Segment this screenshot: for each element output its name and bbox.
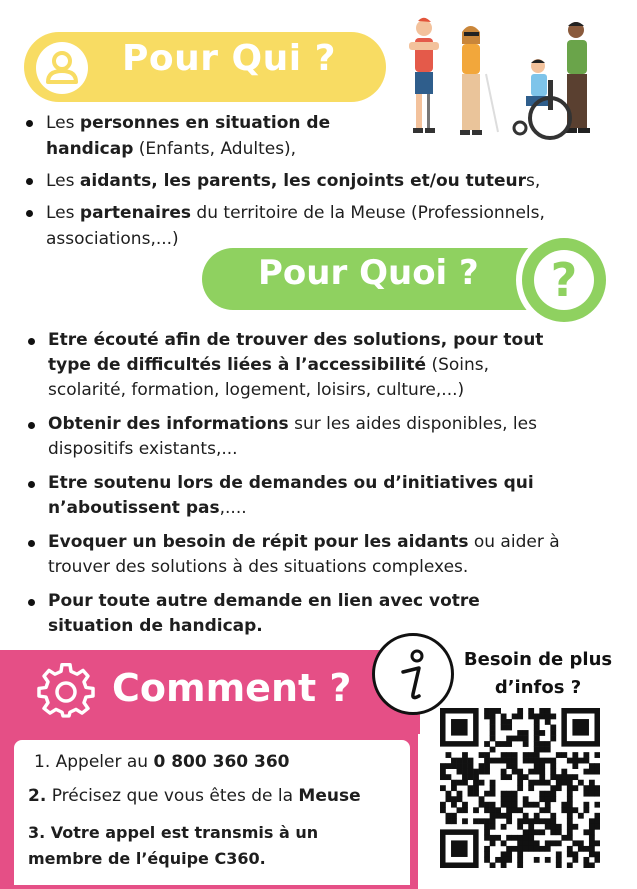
step-text: Précisez que vous êtes de la	[46, 786, 299, 806]
pour-quoi-title: Pour Quoi ?	[258, 253, 479, 293]
list-item-bold: Etre soutenu lors de demandes ou d’initiatives qui n’aboutissent pas	[48, 473, 534, 518]
list-item-bold: Etre écouté afin de trouver des solutions, pour tout type de difficultés liées à l’accessibilité	[48, 330, 544, 375]
list-item	[24, 168, 584, 194]
gear-icon	[36, 662, 96, 722]
list-item	[24, 200, 601, 252]
list-item-bold: Obtenir des informations	[48, 414, 289, 434]
list-item-bold: Evoquer un besoin de répit pour les aidants	[48, 532, 469, 552]
pour-qui-banner	[24, 32, 386, 102]
step-bold: Meuse	[298, 786, 361, 806]
step-text: 1. Appeler au	[34, 752, 154, 772]
comment-steps-box	[0, 734, 418, 889]
step-1	[34, 752, 290, 772]
comment-title: Comment ?	[112, 666, 352, 710]
step-number: 2.	[28, 786, 47, 806]
info-text	[448, 646, 628, 702]
list-item	[26, 328, 566, 403]
list-item-text: (Soins, scolarité, formation, logement, loisirs, culture,...)	[48, 355, 490, 400]
info-line-1: Besoin de plus	[463, 649, 613, 670]
pour-quoi-list	[26, 328, 566, 648]
list-item	[26, 530, 566, 580]
person-icon	[36, 42, 88, 94]
step-3: 3. Votre appel est transmis à un membre de l’équipe C360.	[28, 823, 319, 868]
list-item	[26, 412, 566, 462]
list-item-text: Les	[46, 113, 80, 133]
list-item-text: du territoire de la Meuse (Professionnels, associations,...)	[46, 203, 545, 249]
info-line-2: d’infos ?	[494, 677, 582, 698]
list-item-text: ou aider à trouver des solutions à des situations complexes.	[48, 532, 560, 577]
list-item-text: Les	[46, 203, 80, 223]
list-item-text: Les	[46, 171, 80, 191]
list-item-bold: personnes en situation de handicap	[46, 113, 331, 159]
comment-banner	[0, 650, 420, 734]
list-item-text: sur les aides disponibles, les dispositifs existants,...	[48, 414, 537, 459]
list-item-bold: partenaires	[79, 203, 192, 223]
list-item-text: s,	[526, 171, 541, 191]
list-item	[26, 589, 566, 639]
pour-qui-title: Pour Qui ?	[122, 38, 337, 79]
question-mark-icon: ?	[516, 232, 612, 328]
list-item-bold: aidants, les parents, les conjoints et/ou tuteur	[79, 171, 527, 191]
pour-qui-list	[24, 110, 584, 258]
list-item-bold: Pour toute autre demande en lien avec votre situation de handicap.	[48, 591, 480, 636]
steps-card	[14, 740, 410, 885]
list-item	[24, 110, 376, 162]
list-item-text: (Enfants, Adultes),	[133, 139, 297, 159]
list-item	[26, 471, 566, 521]
qr-code[interactable]	[440, 708, 600, 868]
step-2	[28, 786, 361, 806]
phone-number: 0 800 360 360	[153, 752, 290, 772]
info-icon	[372, 633, 454, 715]
list-item-text: ,....	[219, 498, 247, 518]
